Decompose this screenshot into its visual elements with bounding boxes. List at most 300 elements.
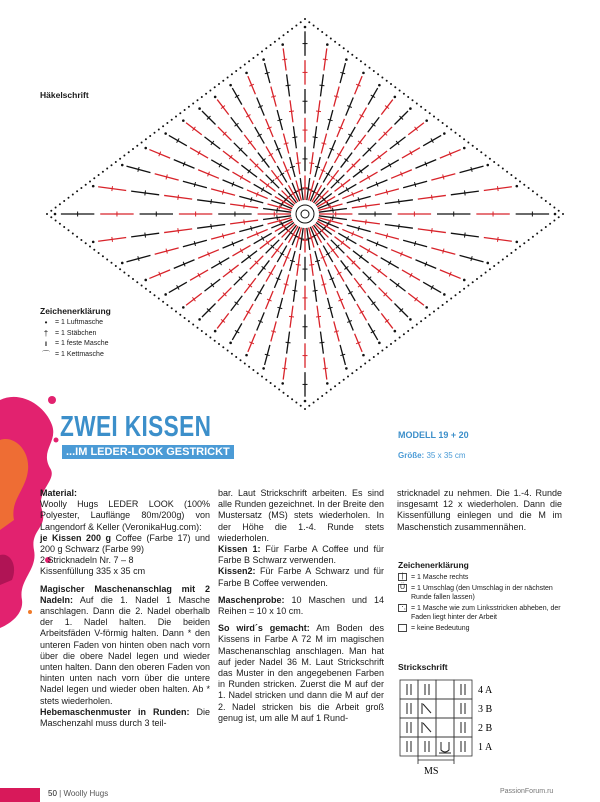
chain-dot xyxy=(338,382,340,384)
chart-cell xyxy=(454,699,472,718)
stitch-bar xyxy=(414,241,415,246)
chain-dot xyxy=(553,220,555,222)
chain-dot xyxy=(89,181,91,183)
chain-dot xyxy=(291,398,293,400)
stitch-bar xyxy=(498,186,499,191)
chain-dot xyxy=(188,320,190,322)
chain-dot xyxy=(510,174,512,176)
chain-dot xyxy=(55,220,57,222)
chain-dot xyxy=(493,161,495,163)
chain-dot xyxy=(321,31,323,33)
chain-dot xyxy=(179,112,181,114)
watermark: PassionForum.ru xyxy=(500,788,554,795)
chain-dot xyxy=(326,382,329,385)
material-heading: Material: xyxy=(40,488,78,498)
chain-dot xyxy=(485,155,487,157)
chain-dot xyxy=(295,402,297,404)
stitch-bar xyxy=(251,226,252,231)
knit-stitch-icon: | xyxy=(398,573,407,581)
slip-mark xyxy=(423,704,431,713)
chain-dot xyxy=(541,229,543,231)
chain-dot xyxy=(214,86,216,88)
chain-dot xyxy=(545,200,547,202)
chain-dot xyxy=(68,229,70,231)
chain-dot xyxy=(429,112,431,114)
chain-dot xyxy=(128,151,130,153)
chain-dot xyxy=(472,281,474,283)
chain-dot xyxy=(270,44,272,46)
chain-dot xyxy=(545,226,547,228)
stitch-bar xyxy=(277,119,282,120)
chain-dot xyxy=(313,25,315,27)
chain-dot xyxy=(248,60,250,62)
chain-dot xyxy=(502,259,504,261)
text-column-2 xyxy=(218,488,384,730)
chain-dot xyxy=(145,138,147,140)
row-label-4a: 4 A xyxy=(478,685,493,696)
chain-dot xyxy=(252,57,254,59)
chain-dot xyxy=(198,318,201,321)
chain-dot xyxy=(245,72,248,75)
chart-cell xyxy=(418,737,436,756)
stitch-bar xyxy=(138,167,139,172)
chain-dot xyxy=(198,107,201,110)
stitch-bar xyxy=(222,234,223,239)
chain-dot xyxy=(476,148,478,150)
chain-dot xyxy=(244,363,246,365)
chain-dot xyxy=(326,392,328,394)
chain-dot xyxy=(510,252,512,254)
chain-dot xyxy=(381,77,383,79)
chain-dot xyxy=(369,67,371,69)
chain-dot xyxy=(50,216,52,218)
chart-cell xyxy=(454,737,472,756)
chart-instructions-text: bar. Laut Strickschrift arbeiten. Es sind alle Runden gezeichnet. In der Breite den Mustersatz (MS) stets wiederholen. In der Höhe die 1.-4. Runde stets wiederholen. xyxy=(218,488,384,543)
stitch-bar xyxy=(244,204,245,209)
chain-dot xyxy=(89,246,91,248)
chain-dot xyxy=(528,187,530,189)
chain-dot xyxy=(76,190,78,192)
stitch-bar xyxy=(289,111,294,112)
chain-dot xyxy=(455,294,457,296)
chain-dot xyxy=(467,142,469,144)
stitch-bar xyxy=(284,143,289,144)
page-number: 50 xyxy=(48,789,57,798)
chain-dot xyxy=(429,314,431,316)
chain-dot xyxy=(362,354,365,357)
chain-dot xyxy=(182,306,185,309)
chain-dot xyxy=(373,356,375,358)
chain-dot xyxy=(420,106,422,108)
chain-dot xyxy=(489,268,491,270)
chain-dot xyxy=(59,203,61,205)
chain-dot xyxy=(291,28,293,30)
needles-text: 2 Stricknadeln Nr. 7 – 8 xyxy=(40,555,134,566)
chain-dot xyxy=(480,275,482,277)
chain-dot xyxy=(498,164,500,166)
chain-dot xyxy=(149,291,151,293)
chain-dot xyxy=(360,60,362,62)
stitch-bar xyxy=(333,215,334,220)
chain-dot xyxy=(446,301,448,303)
chain-dot xyxy=(295,25,297,27)
stitch-bar xyxy=(211,224,212,229)
knit-legend-row xyxy=(398,604,568,623)
legend-label: = 1 Luftmasche xyxy=(55,319,104,326)
slip-pattern-text: Die Maschenzahl muss durch 3 teil- xyxy=(40,706,210,729)
chain-dot xyxy=(98,174,100,176)
stitch-bar xyxy=(315,260,320,261)
chain-dot xyxy=(394,86,396,88)
chain-dot xyxy=(519,246,521,248)
chain-dot xyxy=(182,119,185,122)
stitch-bar xyxy=(465,190,466,195)
knit-legend-row xyxy=(398,573,568,583)
legend-row-chain xyxy=(40,318,109,329)
stitch-bar xyxy=(358,197,359,202)
chain-dot xyxy=(240,67,242,69)
chain-dot xyxy=(459,291,461,293)
chain-dot xyxy=(283,34,285,36)
cushion1-heading: Kissen 1: xyxy=(218,544,261,555)
page-footer: 50 | Woolly Hugs xyxy=(48,789,109,798)
chain-dot xyxy=(144,279,147,282)
knit-chart-title: Strickschrift xyxy=(398,662,448,672)
chain-dot xyxy=(119,268,121,270)
chain-dot xyxy=(541,197,543,199)
chain-dot xyxy=(184,317,186,319)
chain-dot xyxy=(166,122,168,124)
chain-dot xyxy=(274,385,276,387)
chain-dot xyxy=(244,64,246,66)
chain-dot xyxy=(502,168,504,170)
chain-dot xyxy=(420,320,422,322)
chain-dot xyxy=(166,304,168,306)
legend-label: = 1 Stäbchen xyxy=(55,329,97,337)
chain-dot xyxy=(245,354,248,357)
gauge-text: 10 Maschen und 14 Reihen = 10 x 10 cm. xyxy=(218,594,384,617)
chain-dot xyxy=(562,213,564,215)
chain-dot xyxy=(403,333,405,335)
chain-dot xyxy=(553,207,555,209)
chain-dot xyxy=(515,249,517,251)
chain-dot xyxy=(407,330,409,332)
chain-dot xyxy=(399,90,401,92)
chain-dot xyxy=(227,77,229,79)
chain-dot xyxy=(463,279,466,282)
chain-dot xyxy=(356,57,358,59)
chain-dot xyxy=(378,342,381,345)
chain-dot xyxy=(231,353,233,355)
chain-dot xyxy=(252,369,254,371)
chain-dot xyxy=(229,84,232,87)
chain-dot xyxy=(528,239,530,241)
chain-dot xyxy=(141,142,143,144)
chain-dot xyxy=(334,41,336,43)
stitch-bar xyxy=(309,237,314,238)
chain-dot xyxy=(360,366,362,368)
chain-dot xyxy=(119,158,121,160)
chain-dot xyxy=(351,54,353,56)
crochet-legend xyxy=(40,318,109,360)
chain-dot xyxy=(85,184,87,186)
chain-dot xyxy=(46,213,48,215)
stitch-bar xyxy=(244,220,245,225)
stitch-bar xyxy=(290,166,295,167)
chain-dot xyxy=(330,389,332,391)
stitch-bar xyxy=(386,234,387,239)
chain-dot xyxy=(300,405,302,407)
stitch-bar xyxy=(319,342,324,343)
stitch-bar xyxy=(296,237,301,238)
stitch-bar xyxy=(432,228,433,233)
stitch-bar xyxy=(284,284,289,285)
chain-dot xyxy=(76,236,78,238)
chain-dot xyxy=(63,226,65,228)
stitch-bar xyxy=(366,204,367,209)
stitch-bar xyxy=(271,331,276,332)
chain-dot xyxy=(171,307,173,309)
knit-legend-label: = 1 Masche wie zum Linksstricken abheben, der Faden liegt hinter der Arbeit xyxy=(411,604,561,621)
stitch-bar xyxy=(265,354,270,355)
chain-dot xyxy=(257,54,259,56)
chain-dot xyxy=(364,64,366,66)
chain-dot xyxy=(443,293,446,296)
stitch-bar xyxy=(251,197,252,202)
chain-dot xyxy=(222,80,224,82)
stitch-bar xyxy=(330,218,331,223)
chain-dot xyxy=(326,43,329,46)
chain-dot xyxy=(390,343,392,345)
stitch-bar xyxy=(211,199,212,204)
stitch-bar xyxy=(309,163,314,164)
chain-dot xyxy=(192,324,194,326)
stitch-bar xyxy=(323,59,328,60)
chain-dot xyxy=(59,223,61,225)
chain-dot xyxy=(459,135,461,137)
stitch-bar xyxy=(315,166,320,167)
chain-dot xyxy=(287,31,289,33)
chain-dot xyxy=(386,80,388,82)
stitch-bar xyxy=(292,290,297,291)
stitch-bar xyxy=(340,354,345,355)
chain-dot xyxy=(424,109,426,111)
chain-dot xyxy=(80,239,82,241)
chain-dot xyxy=(486,262,489,265)
chain-dot xyxy=(394,330,397,333)
stitch-bar xyxy=(313,137,318,138)
stitch-bar xyxy=(306,239,311,240)
chain-dot xyxy=(515,241,518,244)
double-crochet-icon: † xyxy=(43,328,49,338)
chain-dot xyxy=(144,147,147,150)
chain-dot xyxy=(121,164,124,167)
slip-mark xyxy=(423,723,431,732)
stitch-bar xyxy=(330,205,331,210)
stitch-bar xyxy=(138,256,139,261)
chain-dot xyxy=(261,51,263,53)
chain-dot xyxy=(50,210,52,212)
stitch-bar xyxy=(471,256,472,261)
stitch-bar xyxy=(289,316,294,317)
chain-dot xyxy=(308,405,310,407)
knit-legend-row xyxy=(398,624,568,634)
cast-on-paragraph xyxy=(40,584,210,730)
chain-dot xyxy=(154,132,156,134)
chain-dot xyxy=(262,58,265,61)
chain-dot xyxy=(442,304,444,306)
stitch-bar xyxy=(282,59,287,60)
chain-dot xyxy=(121,262,124,265)
chain-dot xyxy=(416,103,418,105)
chain-dot xyxy=(486,164,489,167)
chain-dot xyxy=(218,83,220,85)
chain-dot xyxy=(347,376,349,378)
chain-dot xyxy=(347,51,349,53)
chain-dot xyxy=(80,187,82,189)
chain-dot xyxy=(281,43,284,46)
magazine-name: Woolly Hugs xyxy=(63,789,109,798)
knit-legend-title: Zeichenerklärung xyxy=(398,560,469,570)
subtitle-text: IM LEDER-LOOK GESTRICKT xyxy=(75,446,230,458)
chain-dot xyxy=(532,236,534,238)
stitch-bar xyxy=(399,199,400,204)
size-label: Größe: xyxy=(398,451,425,460)
chain-dot xyxy=(240,359,242,361)
chain-dot xyxy=(171,119,173,121)
chart-cell xyxy=(418,680,436,699)
chain-dot xyxy=(549,203,551,205)
stitch-bar xyxy=(328,307,333,308)
chart-cell xyxy=(400,718,418,737)
slip-purlwise-icon: ⋱ xyxy=(399,603,406,611)
chain-dot xyxy=(308,21,310,23)
stitch-bar xyxy=(334,96,339,97)
chain-dot xyxy=(463,147,466,150)
chain-dot xyxy=(72,194,74,196)
chain-dot xyxy=(409,318,412,321)
chain-dot xyxy=(485,272,487,274)
stitch-bar xyxy=(366,220,367,225)
stitch-bar xyxy=(279,218,280,223)
stitch-bar xyxy=(286,342,291,343)
article-subtitle xyxy=(62,445,234,459)
chart-cell xyxy=(436,680,454,699)
stitch-bar xyxy=(145,233,146,238)
text-column-1 xyxy=(40,488,210,735)
chain-dot xyxy=(463,288,465,290)
chart-cell xyxy=(454,680,472,699)
chain-dot xyxy=(377,353,379,355)
chain-dot xyxy=(158,129,160,131)
chain-dot xyxy=(390,83,392,85)
filling-text: Kissenfüllung 335 x 35 cm xyxy=(40,566,146,577)
chain-dot xyxy=(55,207,57,209)
stitch-bar xyxy=(316,111,321,112)
chain-dot xyxy=(231,73,233,75)
stitch-bar xyxy=(112,186,113,191)
chain-dot xyxy=(85,242,87,244)
howto-paragraph xyxy=(218,623,384,724)
chain-dot xyxy=(175,116,177,118)
chain-dot xyxy=(425,119,428,122)
chain-dot xyxy=(283,392,285,394)
chart-cell xyxy=(400,737,418,756)
stitch-bar xyxy=(321,143,326,144)
chain-dot xyxy=(201,96,203,98)
chain-dot xyxy=(498,262,500,264)
stitch-bar xyxy=(316,316,321,317)
stitch-bar xyxy=(309,264,314,265)
chain-dot xyxy=(403,93,405,95)
chain-dot xyxy=(72,233,74,235)
stitch-bar xyxy=(443,175,444,180)
chain-dot xyxy=(162,125,164,127)
chart-instructions xyxy=(218,488,384,589)
chain-dot xyxy=(218,343,220,345)
stitch-bar xyxy=(399,224,400,229)
text-column-3 xyxy=(397,488,562,539)
yarn-over-icon: Ü xyxy=(399,583,406,591)
chain-dot xyxy=(558,216,560,218)
chain-dot xyxy=(164,132,167,135)
chain-dot xyxy=(115,265,117,267)
yarn-over-mark xyxy=(441,742,449,752)
knit-legend-row xyxy=(398,584,568,603)
diagram-heading: Häkelschrift xyxy=(40,90,89,100)
chain-dot xyxy=(248,366,250,368)
cushion1-text: Für Farbe A Coffee und für Farbe B Schwarz verwenden. xyxy=(218,544,384,566)
chain-dot xyxy=(235,356,237,358)
chain-dot xyxy=(317,398,319,400)
chain-dot xyxy=(164,293,167,296)
chain-dot xyxy=(463,138,465,140)
stitch-bar xyxy=(265,72,270,73)
chain-dot xyxy=(437,119,439,121)
chain-dot xyxy=(334,385,336,387)
stitch-bar xyxy=(323,368,328,369)
chain-dot xyxy=(188,106,190,108)
chain-dot xyxy=(222,346,224,348)
chain-dot xyxy=(123,272,125,274)
chain-dot xyxy=(209,90,211,92)
chain-dot xyxy=(281,382,284,385)
chain-dot xyxy=(412,99,414,101)
chain-dot xyxy=(523,242,525,244)
chain-dot xyxy=(351,372,353,374)
chain-dot xyxy=(154,294,156,296)
chain-dot xyxy=(136,145,138,147)
chain-dot xyxy=(214,96,217,99)
chain-dot xyxy=(409,107,412,110)
chain-dot xyxy=(326,34,328,36)
chain-dot xyxy=(345,367,348,370)
stitch-bar xyxy=(309,190,314,191)
chain-dot xyxy=(394,340,396,342)
howto-text: Am Boden des Kissens in Farbe A 72 M im magischen Maschenanschlag anschlagen. Man hat auf jeder Nadel 36 M. Laut Strickschrift das Muster in den angegebenen Farben in Runden stricken. Zuerst die M auf der 1. Nadel stricken und dann die M auf der 2. Nadel stricken bis die Arbeit groß genug ist, um alle M auf 1 Rund- xyxy=(218,623,384,723)
chain-dot xyxy=(192,103,194,105)
stitch-bar xyxy=(334,331,339,332)
finishing-paragraph: stricknadel zu nehmen. Die 1.-4. Runde insgesamt 12 x wiederholen. Dann die Kissenfüllung einlegen und die M im Maschenstich zusammennähen. xyxy=(397,488,562,532)
cushion2-text: Für Farbe A Schwarz und für Farbe B Coffee verwenden. xyxy=(218,566,384,588)
chain-dot xyxy=(493,265,495,267)
knit-chart-grid xyxy=(400,680,472,764)
stitch-bar xyxy=(321,284,326,285)
chain-dot xyxy=(54,213,57,216)
slip-stitch-icon: ⌒ xyxy=(42,349,50,359)
chain-dot xyxy=(304,18,306,20)
knit-legend-label: = keine Bedeutung xyxy=(411,624,470,632)
